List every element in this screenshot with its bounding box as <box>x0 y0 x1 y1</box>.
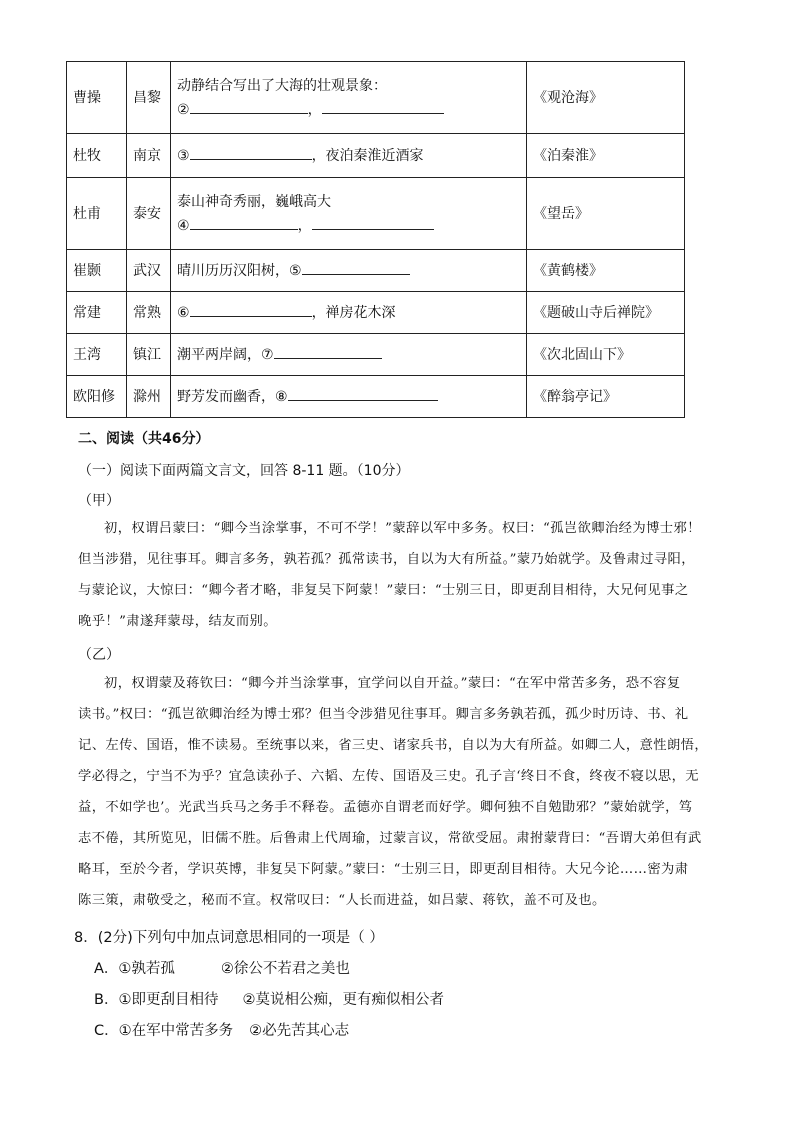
option-part: ①即更刮目相待 <box>118 992 219 1008</box>
passage-line: 初，权谓蒙及蒋钦曰：“卿今并当涂掌事，宜学问以自开益。”蒙曰：“在军中常苦多务，恐不容复 <box>104 676 681 691</box>
verse-cell <box>171 250 527 292</box>
place-cell: 泰安 <box>127 178 171 250</box>
passage-line: 记、左传、国语，惟不读易。至统事以来，省三史、诸家兵书，自以为大有所益。如卿二人，意性朗悟， <box>78 738 709 753</box>
passage-line: 学必得之，宁当不为乎？宜急读孙子、六韬、左传、国语及三史。孔子言‘终日不食，终夜不寝以思，无 <box>78 769 699 784</box>
option-letter: A． <box>94 961 119 977</box>
passage-line: 但当涉猎，见往事耳。卿言多务，孰若孤？孤常读书，自以为大有所益。”蒙乃始就学。及鲁肃过寻阳， <box>78 552 695 567</box>
verse-text: 野芳发而幽香， <box>177 388 275 405</box>
author-cell: 欧阳修 <box>67 376 127 418</box>
title-cell: 《泊秦淮》 <box>527 134 685 178</box>
table-row <box>67 62 685 134</box>
section-heading: 二、阅读（共46分） <box>78 431 210 447</box>
separator: ， <box>297 217 312 234</box>
fill-blank[interactable] <box>312 215 434 230</box>
fill-blank[interactable] <box>190 302 312 317</box>
fill-blank[interactable] <box>190 145 312 160</box>
place-cell: 滁州 <box>127 376 171 418</box>
text-label-jia: （甲） <box>78 493 120 509</box>
passage-line: 略耳，至於今者，学识英博，非复吴下阿蒙。”蒙曰：“士别三日，即更刮目相待。大兄今论……密为肃 <box>78 862 689 877</box>
fill-blank[interactable] <box>190 99 308 114</box>
verse-cell <box>171 376 527 418</box>
passage-line: 读书。”权曰：“孤岂欲卿治经为博士邪？但当令涉猎见往事耳。卿言多务孰若孤，孤少时历诗、书、礼 <box>78 707 689 722</box>
verse-cell <box>171 134 527 178</box>
title-cell: 《望岳》 <box>527 178 685 250</box>
title-cell: 《次北固山下》 <box>527 334 685 376</box>
passage-line: 陈三策，肃敬受之，秘而不宣。权常叹曰：“人长而进益，如吕蒙、蒋钦，盖不可及也。 <box>78 893 606 908</box>
passage-line: 晚乎！”肃遂拜蒙母，结友而别。 <box>78 614 277 629</box>
table-row <box>67 250 685 292</box>
verse-cell <box>171 334 527 376</box>
blank-number: ⑤ <box>289 262 302 279</box>
title-cell: 《观沧海》 <box>527 62 685 134</box>
fill-blank[interactable] <box>288 386 438 401</box>
blank-number: ⑧ <box>275 388 288 405</box>
text-label-yi: （乙） <box>78 647 120 663</box>
verse-text: ，夜泊秦淮近酒家 <box>311 147 424 164</box>
verse-cell <box>171 292 527 334</box>
place-cell: 常熟 <box>127 292 171 334</box>
verse-cell <box>171 178 527 250</box>
fill-blank[interactable] <box>302 260 410 275</box>
title-cell: 《黄鹤楼》 <box>527 250 685 292</box>
table-row <box>67 292 685 334</box>
author-cell: 曹操 <box>67 62 127 134</box>
option-c[interactable] <box>94 1019 349 1040</box>
option-part: ②徐公不若君之美也 <box>220 961 350 977</box>
option-a[interactable] <box>94 957 350 978</box>
option-part: ②莫说相公痴，更有痴似相公者 <box>242 992 444 1008</box>
author-cell: 杜甫 <box>67 178 127 250</box>
option-part: ②必先苦其心志 <box>249 1023 350 1039</box>
blank-number: ③ <box>177 147 190 164</box>
author-cell: 常建 <box>67 292 127 334</box>
author-cell: 杜牧 <box>67 134 127 178</box>
blank-number: ⑦ <box>261 346 274 363</box>
option-part: ①在军中常苦多务 <box>118 1023 234 1039</box>
poem-table <box>66 61 685 418</box>
title-cell: 《题破山寺后禅院》 <box>527 292 685 334</box>
blank-number: ⑥ <box>177 304 190 321</box>
verse-note: 泰山神奇秀丽，巍峨高大 <box>177 193 331 210</box>
option-b[interactable] <box>94 988 444 1009</box>
table-row <box>67 376 685 418</box>
table-row <box>67 334 685 376</box>
passage-line: 初，权谓吕蒙曰：“卿今当涂掌事，不可不学！”蒙辞以军中多务。权曰：“孤岂欲卿治经为博士邪！ <box>104 521 701 536</box>
fill-blank[interactable] <box>190 215 298 230</box>
place-cell: 昌黎 <box>127 62 171 134</box>
place-cell: 南京 <box>127 134 171 178</box>
author-cell: 王湾 <box>67 334 127 376</box>
reading-instruction: （一）阅读下面两篇文言文，回答 8-11 题。（10分） <box>78 463 410 479</box>
passage-line: 与蒙论议，大惊曰：“卿今者才略，非复吴下阿蒙！”蒙曰：“士别三日，即更刮目相待，大兄何见事之 <box>78 583 689 598</box>
verse-note: 动静结合写出了大海的壮观景象： <box>177 77 387 94</box>
place-cell: 武汉 <box>127 250 171 292</box>
blank-number: ④ <box>177 217 190 234</box>
option-letter: C． <box>94 1023 119 1039</box>
fill-blank[interactable] <box>274 344 382 359</box>
passage-line: 志不倦，其所览见，旧儒不胜。后鲁肃上代周瑜，过蒙言议，常欲受屈。肃拊蒙背曰：“吾谓大弟但有武 <box>78 831 702 846</box>
verse-cell <box>171 62 527 134</box>
option-part: ①孰若孤 <box>118 961 175 977</box>
fill-blank[interactable] <box>322 99 444 114</box>
verse-text: 潮平两岸阔， <box>177 346 261 363</box>
table-row <box>67 178 685 250</box>
place-cell: 镇江 <box>127 334 171 376</box>
title-cell: 《醉翁亭记》 <box>527 376 685 418</box>
passage-jia <box>78 513 718 637</box>
table-row <box>67 134 685 178</box>
passage-yi <box>78 668 718 916</box>
separator: ， <box>307 101 322 118</box>
blank-number: ② <box>177 101 190 118</box>
option-letter: B． <box>94 992 119 1008</box>
verse-text: ，禅房花木深 <box>311 304 396 321</box>
verse-text: 晴川历历汉阳树， <box>177 262 289 279</box>
question-stem: 8．(2分)下列句中加点词意思相同的一项是（ ） <box>74 930 384 946</box>
passage-line: 益，不如学也’。光武当兵马之务手不释卷。孟德亦自谓老而好学。卿何独不自勉勖邪？”蒙始就学，笃 <box>78 800 693 815</box>
author-cell: 崔颢 <box>67 250 127 292</box>
